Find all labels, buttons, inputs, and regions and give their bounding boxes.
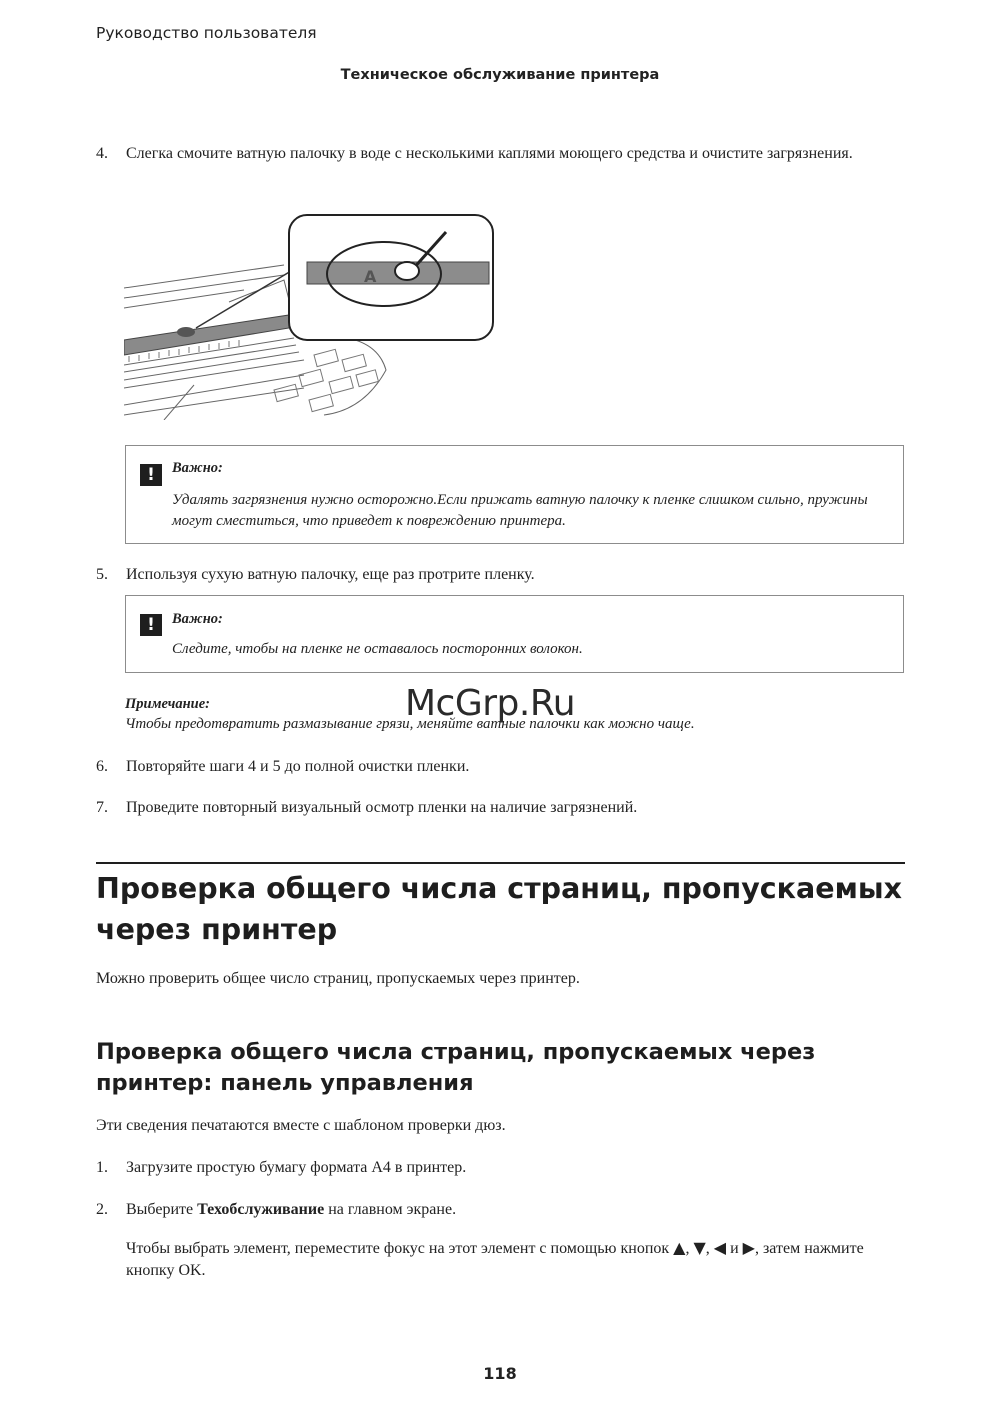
cleaning-illustration	[124, 210, 496, 420]
sub-step-2	[96, 1199, 906, 1221]
important-box	[125, 445, 904, 544]
step-text-prefix: Выберите	[126, 1201, 198, 1218]
section-intro: Можно проверить общее число страниц, пропускаемых через принтер.	[96, 970, 580, 987]
section-divider	[96, 862, 905, 864]
step-text: Повторяйте шаги 4 и 5 до полной очистки пленки.	[126, 758, 470, 775]
arrow-up-icon: ▲	[673, 1238, 686, 1257]
menu-item-maintenance: Техобслуживание	[197, 1201, 325, 1218]
note-text: Чтобы предотвратить размазывание грязи, меняйте ватные палочки как можно чаще.	[125, 716, 695, 732]
step-text: Используя сухую ватную палочку, еще раз протрите пленку.	[126, 566, 535, 583]
dirt-label: A	[364, 267, 377, 286]
arrow-right-icon: ▶	[742, 1238, 755, 1257]
page-number: 118	[483, 1364, 517, 1383]
step-number: 5.	[96, 566, 108, 583]
step-text-suffix: на главном экране.	[324, 1201, 457, 1218]
step-number: 7.	[96, 799, 108, 816]
section-heading: Проверка общего числа страниц, пропускаемых через принтер	[96, 872, 903, 946]
step-text: Слегка смочите ватную палочку в воде с несколькими каплями моющего средства и очистите загрязнения.	[126, 145, 853, 162]
step-number: 2.	[96, 1201, 108, 1218]
sub-step-2-detail	[96, 1237, 906, 1282]
important-box	[125, 595, 904, 673]
important-title: Важно:	[172, 460, 223, 476]
step-5	[96, 564, 906, 586]
arrow-down-icon: ▼	[693, 1238, 706, 1257]
separator: и	[726, 1240, 743, 1257]
arrow-left-icon: ◀	[713, 1238, 727, 1257]
warning-icon: !	[140, 464, 162, 486]
subsection-heading: Проверка общего числа страниц, пропускаемых через принтер: панель управления	[96, 1039, 816, 1096]
step-number: 4.	[96, 145, 108, 162]
step-detail-text	[126, 1237, 906, 1282]
step-number: 6.	[96, 758, 108, 775]
step-number: 1.	[96, 1159, 108, 1176]
separator: ,	[685, 1240, 694, 1257]
sub-step-1	[96, 1157, 906, 1179]
step-text: Загрузите простую бумагу формата A4 в принтер.	[126, 1159, 467, 1176]
detail-prefix: Чтобы выбрать элемент, переместите фокус на этот элемент с помощью кнопок	[126, 1240, 674, 1257]
important-text: Удалять загрязнения нужно осторожно.Если прижать ватную палочку к пленке слишком сильно, пружины могут сместиться, что приведет к повреждению принтера.	[172, 492, 868, 529]
step-6	[96, 756, 906, 778]
note-title: Примечание:	[125, 696, 211, 712]
step-text	[126, 1199, 906, 1221]
important-title: Важно:	[172, 611, 223, 627]
step-text: Проведите повторный визуальный осмотр пленки на наличие загрязнений.	[126, 799, 638, 816]
important-text: Следите, чтобы на пленке не оставалось посторонних волокон.	[172, 641, 583, 657]
subsection-intro: Эти сведения печатаются вместе с шаблоном проверки дюз.	[96, 1117, 506, 1134]
warning-icon: !	[140, 614, 162, 636]
step-7	[96, 797, 906, 819]
watermark: McGrp.Ru	[405, 683, 576, 724]
running-title: Руководство пользователя	[96, 24, 317, 42]
section-title: Техническое обслуживание принтера	[340, 67, 660, 83]
detail-suffix: , затем нажмите кнопку OK.	[126, 1240, 864, 1279]
step-4	[96, 143, 906, 165]
separator: ,	[705, 1240, 714, 1257]
